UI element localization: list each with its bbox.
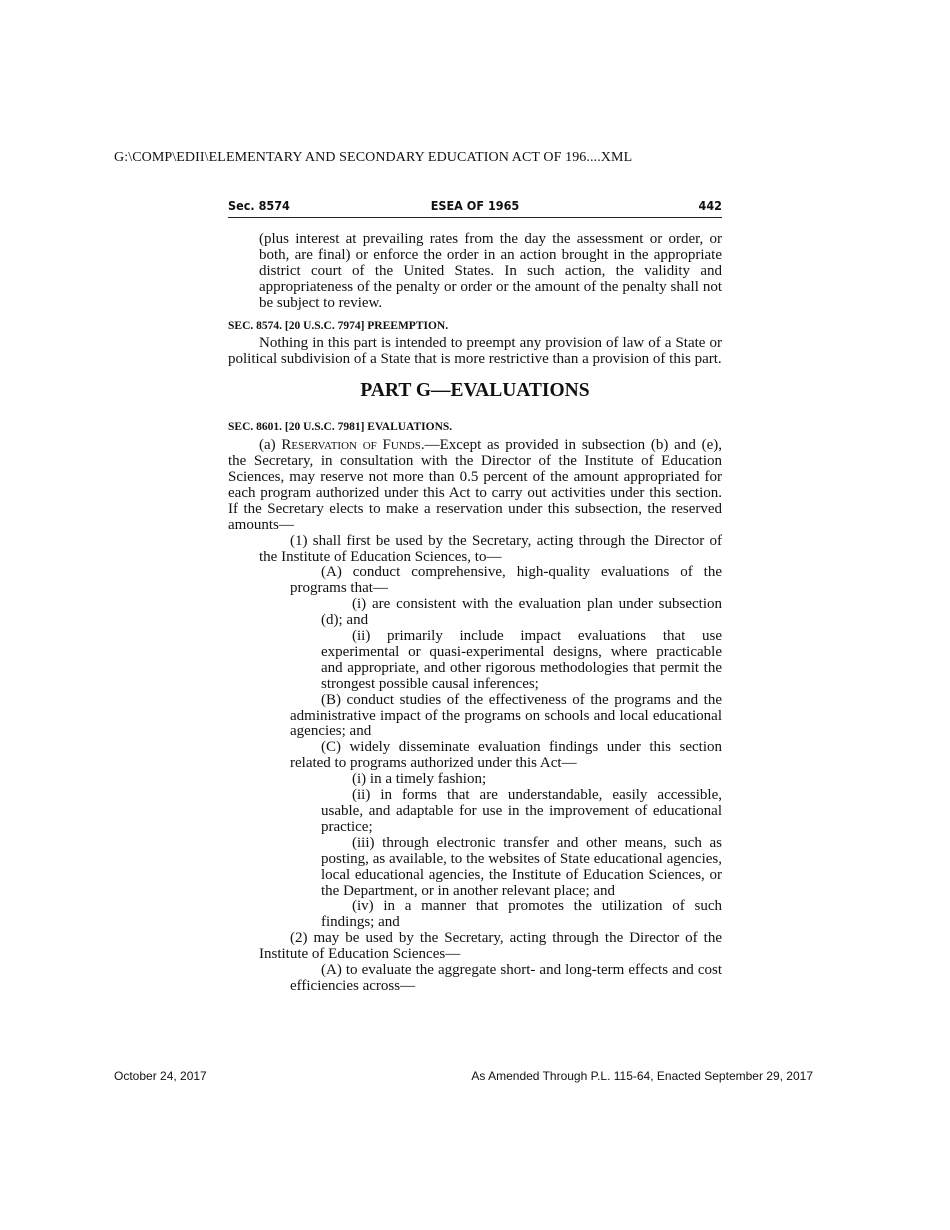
paragraph-1-A: (A) conduct comprehensive, high-quality evaluations of the programs that— [290, 564, 722, 597]
footer-date: October 24, 2017 [114, 1069, 207, 1083]
paragraph-1: (1) shall first be used by the Secretary, acting through the Director of the Institute of Education Sciences, to— [259, 532, 722, 565]
document-body [228, 232, 722, 995]
paragraph-1-C-iii: (iii) through electronic transfer and other means, such as posting, as available, to the websites of State educational agencies, local educational agencies, the Institute of Education Sciences, or the Department, or in another relevant place; and [321, 834, 722, 899]
page-number: 442 [698, 198, 722, 213]
paragraph-1-C-iv: (iv) in a manner that promotes the utilization of such findings; and [321, 898, 722, 931]
paragraph-1-A-ii: (ii) primarily include impact evaluations that use experimental or quasi-experimental designs, where practicable and appropriate, and other rigorous methodologies that permit the strongest possible causal inferences; [321, 628, 722, 692]
paragraph-2: (2) may be used by the Secretary, acting through the Director of the Institute of Education Sciences— [259, 930, 722, 963]
continuation-paragraph: (plus interest at prevailing rates from the day the assessment or order, or both, are final) or enforce the order in an action brought in the appropriate district court of the United States. In such action, the validity and appropriateness of the penalty or order or the amount of the penalty shall not be subject to review. [259, 231, 722, 311]
paragraph-1-A-i: (i) are consistent with the evaluation plan under subsection (d); and [321, 596, 722, 629]
file-path: G:\COMP\EDII\ELEMENTARY AND SECONDARY EDUCATION ACT OF 196....XML [114, 150, 633, 165]
section-8574-text: Nothing in this part is intended to preempt any provision of law of a State or political subdivision of a State that is more restrictive than a provision of this part. [228, 335, 722, 368]
subsection-a [228, 438, 722, 533]
subsection-a-label: (a) [259, 437, 282, 454]
running-head-title: ESEA OF 1965 [430, 198, 520, 213]
section-8601-heading: SEC. 8601. [20 U.S.C. 7981] EVALUATIONS. [228, 421, 453, 434]
paragraph-2-A: (A) to evaluate the aggregate short- and long-term effects and cost efficiencies across— [290, 962, 722, 994]
paragraph-1-C: (C) widely disseminate evaluation findings under this section related to programs authorized under this Act— [290, 739, 722, 772]
paragraph-1-C-ii: (ii) in forms that are understandable, easily accessible, usable, and adaptable for use in the improvement of educational practice; [321, 787, 722, 835]
subsection-a-text: .—Except as provided in subsection (b) and (e), the Secretary, in consultation with the Director of the Institute of Education Sciences, may reserve not more than 0.5 percent of the amount appropriated for each program authorized under this Act to carry out activities under this section. If the Secretary elects to make a reservation under this subsection, the reserved amounts— [228, 437, 723, 533]
part-heading: PART G—EVALUATIONS [360, 380, 590, 402]
subsection-a-title: Reservation of Funds [281, 437, 421, 454]
running-head-section: Sec. 8574 [228, 198, 290, 213]
paragraph-1-B: (B) conduct studies of the effectiveness of the programs and the administrative impact of the programs on schools and local educational agencies; and [290, 691, 722, 740]
section-8574-heading: SEC. 8574. [20 U.S.C. 7974] PREEMPTION. [228, 319, 449, 332]
footer-amended: As Amended Through P.L. 115-64, Enacted September 29, 2017 [471, 1069, 813, 1083]
paragraph-1-C-i: (i) in a timely fashion; [352, 771, 487, 788]
running-head [228, 198, 722, 218]
